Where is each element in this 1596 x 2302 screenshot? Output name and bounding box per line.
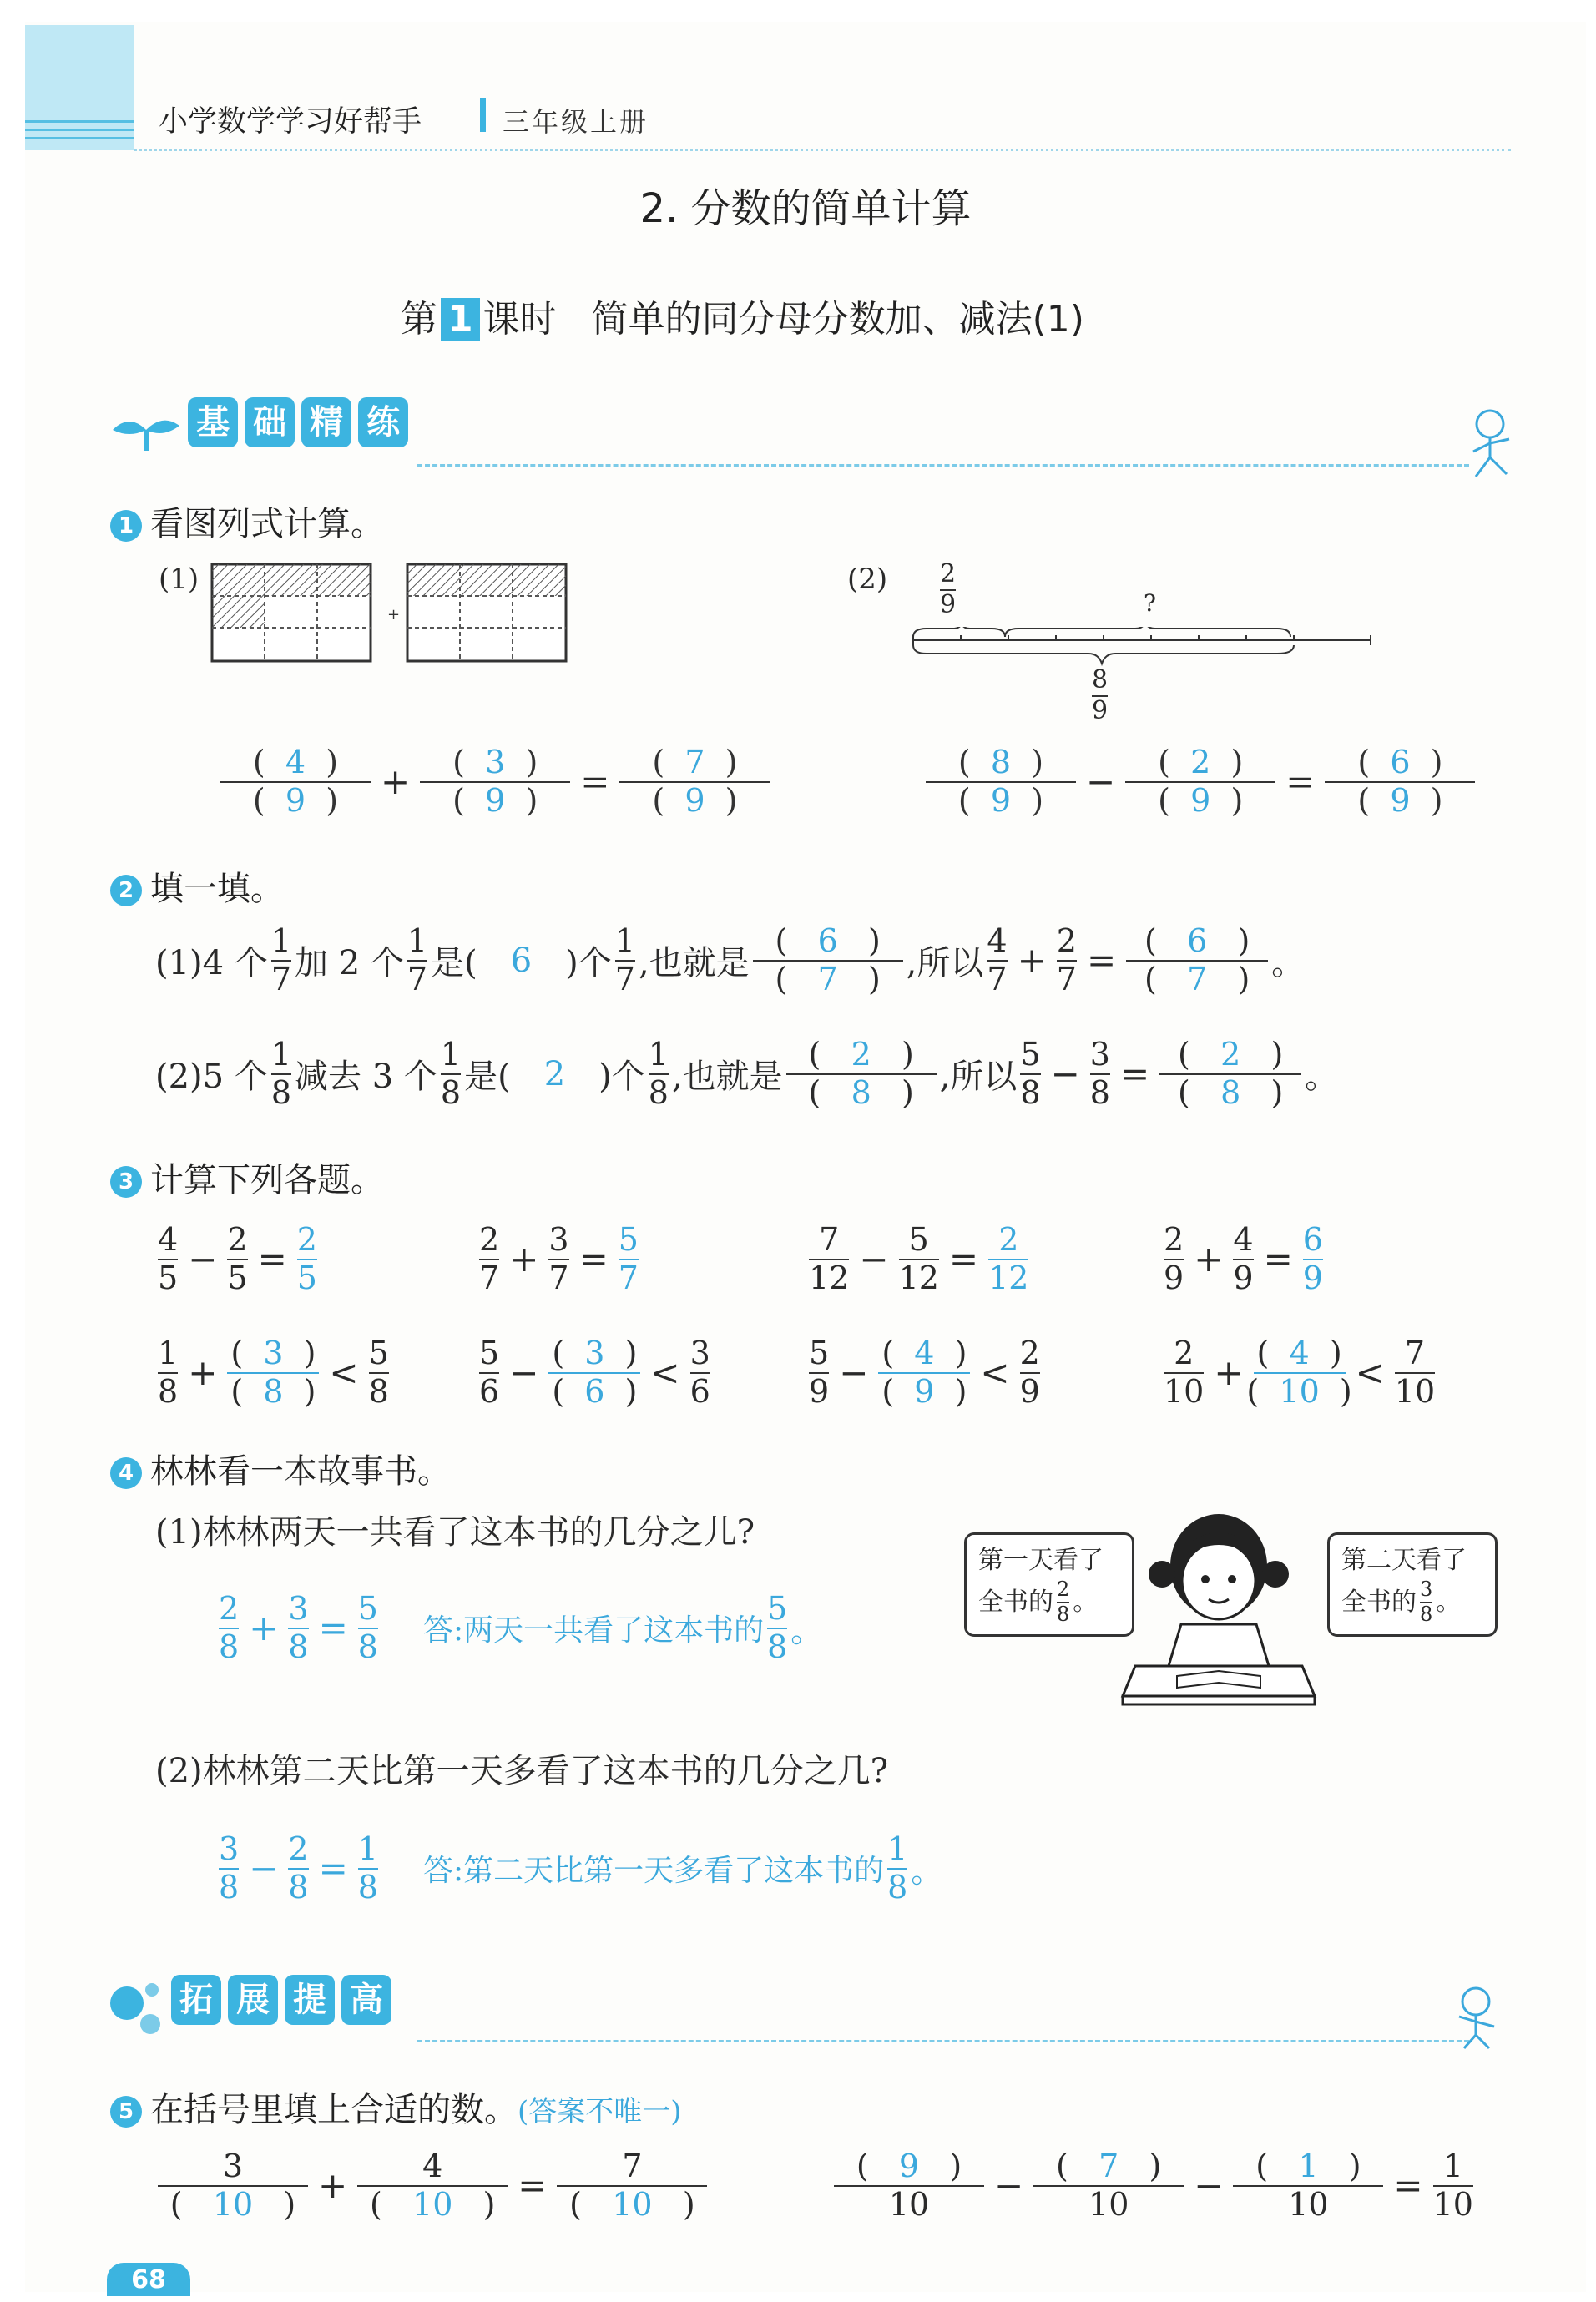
denominator: 8 [219, 1628, 240, 1665]
header-accent-block [25, 25, 134, 150]
denominator: 12 [988, 1259, 1029, 1296]
workbook-page [25, 22, 1586, 2292]
denominator: 8 [887, 1868, 908, 1906]
answer-numerator: 1 [1298, 2148, 1319, 2184]
q3-equation [476, 1335, 714, 1410]
text: 。 [790, 1613, 823, 1650]
q2-line-1: (1)4 个 $\frac{1}{7}$ 加 2 个 $\frac{1}{7}$ 是( 6 )个 $\frac{1}{7}$ ,也就是 $\frac{( 6 )}{( 7 )}$ ,所以 $\frac{4}{7}$ + $\frac{2}{7}$ = $\frac{( 6 )}{( 7 )}$ 。 [155, 922, 1306, 997]
text: 减去 3 个 [295, 1058, 437, 1097]
numerator: 5 [618, 1221, 639, 1258]
header-divider [480, 98, 486, 132]
q4-equation-1: $\frac{2}{8}$ + $\frac{3}{8}$ = $\frac{5}{8}$ 答:两天一共看了这本书的 $\frac{5}{8}$ 。 [219, 1590, 823, 1665]
numerator: 1 [158, 1335, 179, 1371]
fraction [619, 1222, 639, 1296]
running-kid-icon [1461, 406, 1519, 481]
numerator: 2 [227, 1221, 248, 1258]
section-char: 高 [341, 1975, 391, 2025]
lesson-title [401, 289, 1084, 342]
header-stripe [25, 120, 134, 123]
answer-denominator: 9 [990, 781, 1012, 819]
numerator: 2 [998, 1221, 1019, 1258]
segment-diagram [910, 627, 1377, 685]
bubbles-icon [109, 1978, 167, 2037]
numerator: 3 [222, 2148, 244, 2184]
denominator: 6 [479, 1372, 500, 1410]
question-number: 2 [110, 875, 142, 906]
thinking-kid-icon [1444, 1983, 1511, 2050]
denominator: 10 [1288, 2185, 1329, 2223]
numerator: 3 [288, 1590, 309, 1627]
fraction [899, 1222, 939, 1296]
text: 是( [464, 1058, 511, 1097]
q3-equation [154, 1335, 392, 1410]
question-number: 1 [110, 510, 142, 542]
denominator: 7 [618, 1259, 639, 1296]
part-2-label: (2) [847, 563, 888, 596]
numerator: 5 [809, 1335, 830, 1371]
answer-numerator: 8 [990, 744, 1012, 780]
answer-denominator: 9 [1190, 781, 1211, 819]
denominator: 8 [158, 1372, 179, 1410]
fraction: $\frac{( 4 )}{( 10 )}$ [1246, 1335, 1352, 1410]
grade-label: 三年级上册 [503, 106, 649, 138]
denominator: 8 [263, 1372, 284, 1410]
denominator: 7 [479, 1259, 500, 1296]
answer-denominator: 8 [1220, 1073, 1241, 1111]
numerator: 3 [219, 1830, 240, 1867]
question-title: 计算下列各题。 [150, 1161, 384, 1199]
answer-denominator: 7 [1187, 960, 1208, 997]
answer-numerator: 6 [1390, 744, 1411, 780]
denominator: 9 [1092, 695, 1109, 725]
segment-top-fraction [937, 560, 959, 619]
q3-equation [154, 1222, 321, 1296]
operator: < [650, 1352, 680, 1394]
denominator: 8 [1020, 1073, 1041, 1111]
answer: 2 [543, 1054, 566, 1093]
question-title: 填一填。 [150, 870, 284, 908]
section-char: 展 [228, 1975, 278, 2025]
answer-numerator: 6 [817, 922, 838, 959]
bubble-text: 第一天看了 [978, 1546, 1104, 1575]
numerator: 1 [270, 922, 292, 959]
numerator: 5 [479, 1335, 500, 1371]
fraction-grid-figure [210, 563, 603, 671]
girl-reading-illustration [1102, 1499, 1336, 1716]
numerator: 4 [158, 1221, 179, 1258]
svg-text:+: + [387, 606, 401, 623]
section-char: 练 [358, 397, 408, 447]
section-char: 础 [245, 397, 295, 447]
numerator: 2 [1164, 1221, 1184, 1258]
answer-denominator: 10 [412, 2185, 453, 2223]
operator: − [859, 1239, 889, 1280]
question-number: 5 [110, 2096, 142, 2128]
text: ,也就是 [638, 944, 750, 983]
answer-denominator: 10 [212, 2185, 254, 2223]
answer: 6 [510, 941, 533, 980]
fraction [809, 1335, 829, 1410]
denominator: 10 [1394, 1372, 1436, 1410]
bubble-text: 全书的 [978, 1587, 1053, 1617]
numerator: 5 [357, 1590, 378, 1627]
operator: + [509, 1239, 539, 1280]
fraction [1164, 1222, 1184, 1296]
answer-denominator: 8 [851, 1073, 871, 1111]
numerator: 1 [407, 922, 428, 959]
text: 。 [911, 1853, 943, 1891]
denominator: 8 [1089, 1073, 1110, 1111]
operator: = [1263, 1239, 1293, 1280]
numerator: 3 [689, 1335, 710, 1371]
q4-sub-1: (1)林林两天一共看了这本书的几分之儿? [155, 1513, 755, 1552]
denominator: 10 [1164, 1372, 1205, 1410]
question-note: (答案不唯一) [518, 2095, 682, 2128]
operator: = [257, 1239, 287, 1280]
q3-equation [476, 1222, 642, 1296]
fraction [1164, 1335, 1204, 1410]
numerator: 2 [940, 559, 957, 588]
section-char: 提 [285, 1975, 335, 2025]
question-4-header [110, 1445, 451, 1492]
denominator: 9 [914, 1372, 935, 1410]
denominator: 9 [1164, 1259, 1184, 1296]
q4-equation-2: $\frac{3}{8}$ − $\frac{2}{8}$ = $\frac{1}{8}$ 答:第二天比第一天多看了这本书的 $\frac{1}{8}$ 。 [219, 1830, 943, 1906]
text: 是( [431, 944, 477, 983]
fraction [369, 1335, 389, 1410]
text: ,所以 [906, 944, 984, 983]
numerator: 1 [357, 1830, 378, 1867]
text: 。 [1305, 1058, 1339, 1097]
book-title: 小学数学学习好帮手 [159, 105, 422, 139]
numerator: 3 [584, 1335, 605, 1371]
text: )个 [598, 1058, 645, 1097]
numerator: 1 [270, 1036, 292, 1073]
numerator: 6 [1302, 1221, 1323, 1258]
numerator: 1 [648, 1036, 669, 1073]
lesson-prefix: 第 [401, 298, 437, 341]
denominator: 10 [1279, 1372, 1320, 1410]
fraction [158, 1335, 178, 1410]
section-rule [417, 464, 1469, 467]
numerator: 4 [422, 2148, 443, 2184]
answer-numerator: 2 [851, 1036, 871, 1073]
denominator: 12 [809, 1259, 850, 1296]
question-title: 林林看一本故事书。 [150, 1452, 451, 1491]
numerator: 3 [263, 1335, 284, 1371]
denominator: 9 [1233, 1259, 1254, 1296]
question-title: 看图列式计算。 [150, 505, 384, 543]
numerator: 5 [767, 1590, 788, 1627]
question-5-header [110, 2083, 682, 2131]
lesson-name: 简单的同分母分数加、减法(1) [591, 298, 1084, 341]
text: (2)5 个 [155, 1058, 268, 1097]
denominator: 8 [368, 1372, 389, 1410]
fraction [1303, 1222, 1323, 1296]
numerator: 7 [819, 1221, 840, 1258]
q1-equation-2: $\frac{( 8 )}{( 9 )}$ − $\frac{( 2 )}{( 9 )}$ = $\frac{( 6 )}{( 9 )}$ [922, 745, 1478, 819]
fraction: $\frac{( 3 )}{( 8 )}$ [227, 1335, 319, 1410]
denominator: 7 [614, 960, 635, 997]
sprout-icon [109, 409, 184, 451]
denominator: 9 [940, 589, 957, 619]
denominator: 6 [584, 1372, 605, 1410]
numerator: 3 [1420, 1578, 1433, 1601]
numerator: 4 [1289, 1335, 1310, 1371]
denominator: 8 [1057, 1602, 1070, 1626]
numerator: 1 [887, 1830, 908, 1867]
numerator: 2 [288, 1830, 309, 1867]
section-extend-banner [109, 1975, 398, 2037]
fraction [1395, 1335, 1435, 1410]
numerator: 2 [1019, 1335, 1040, 1371]
numerator: 1 [614, 922, 635, 959]
answer-numerator: 2 [1190, 744, 1211, 780]
answer-denominator: 7 [817, 960, 838, 997]
denominator: 8 [357, 1868, 378, 1906]
numerator: 3 [1089, 1036, 1110, 1073]
denominator: 9 [1019, 1372, 1040, 1410]
denominator: 10 [1432, 2185, 1473, 2223]
operator: + [188, 1352, 218, 1394]
denominator: 9 [1302, 1259, 1323, 1296]
numerator: 8 [1092, 665, 1109, 694]
denominator: 8 [219, 1868, 240, 1906]
text: ,也就是 [671, 1058, 783, 1097]
denominator: 7 [987, 960, 1008, 997]
denominator: 7 [548, 1259, 569, 1296]
fraction [479, 1222, 499, 1296]
fraction [227, 1222, 247, 1296]
denominator: 8 [1420, 1602, 1433, 1626]
denominator: 8 [767, 1628, 788, 1665]
header-stripe [25, 137, 134, 139]
fraction: $\frac{( 3 )}{( 6 )}$ [548, 1335, 640, 1410]
denominator: 7 [1056, 960, 1077, 997]
numerator: 2 [219, 1590, 240, 1627]
denominator: 12 [898, 1259, 939, 1296]
denominator: 8 [270, 1073, 292, 1111]
text: 。 [1436, 1587, 1462, 1617]
numerator: 5 [908, 1221, 929, 1258]
fraction [988, 1222, 1028, 1296]
denominator: 8 [288, 1628, 309, 1665]
question-number: 4 [110, 1457, 142, 1489]
chapter-title: 2. 分数的简单计算 [639, 185, 972, 232]
q3-equation [1160, 1222, 1326, 1296]
fraction [690, 1335, 710, 1410]
numerator: 2 [1056, 922, 1077, 959]
question-2-header [110, 862, 284, 910]
numerator: 1 [440, 1036, 462, 1073]
header-stripe [25, 129, 134, 131]
numerator: 5 [368, 1335, 389, 1371]
numerator: 5 [1020, 1036, 1041, 1073]
answer-numerator: 3 [485, 744, 506, 780]
text: 加 2 个 [295, 944, 404, 983]
section-basic-banner [109, 397, 415, 451]
operator: < [980, 1352, 1010, 1394]
segment-total-fraction [1088, 666, 1111, 725]
fraction: $\frac{( 4 )}{( 9 )}$ [878, 1335, 970, 1410]
numerator: 4 [1233, 1221, 1254, 1258]
answer-numerator: 7 [1099, 2148, 1119, 2184]
answer-text: 答:两天一共看了这本书的 [422, 1613, 765, 1648]
denominator: 8 [648, 1073, 669, 1111]
question-1-header [110, 497, 384, 545]
denominator: 5 [296, 1259, 317, 1296]
question-number: 3 [110, 1166, 142, 1198]
text: (1)4 个 [155, 944, 268, 983]
answer-numerator: 2 [1220, 1036, 1241, 1073]
denominator: 10 [1088, 2185, 1129, 2223]
question-title: 在括号里填上合适的数。 [150, 2091, 518, 2129]
numerator: 2 [479, 1221, 500, 1258]
numerator: 2 [1174, 1335, 1194, 1371]
denominator: 6 [689, 1372, 710, 1410]
fraction [548, 1222, 568, 1296]
lesson-suffix: 课时 [482, 298, 557, 341]
operator: + [1194, 1239, 1224, 1280]
operator: + [1214, 1352, 1244, 1394]
denominator: 7 [270, 960, 292, 997]
operator: = [578, 1239, 609, 1280]
operator: < [1355, 1352, 1385, 1394]
fraction [1020, 1335, 1040, 1410]
lesson-number: 1 [441, 298, 480, 341]
q1-equation-1: $\frac{( 4 )}{( 9 )}$ + $\frac{( 3 )}{( 9 )}$ = $\frac{( 7 )}{( 9 )}$ [217, 745, 773, 819]
q4-sub-2: (2)林林第二天比第一天多看了这本书的几分之几? [155, 1752, 889, 1790]
operator: − [509, 1352, 539, 1394]
answer-denominator: 10 [612, 2185, 653, 2223]
answer-numerator: 7 [684, 744, 705, 780]
operator: = [948, 1239, 979, 1280]
page-number: 68 [131, 2265, 166, 2294]
answer-denominator: 9 [285, 781, 306, 819]
header-rule [134, 149, 1511, 151]
numerator: 2 [1057, 1578, 1070, 1601]
bubble-text: 全书的 [1341, 1587, 1417, 1617]
text: ,所以 [939, 1058, 1018, 1097]
numerator: 3 [548, 1221, 569, 1258]
fraction [809, 1222, 849, 1296]
denominator: 8 [288, 1868, 309, 1906]
fraction [158, 1222, 178, 1296]
section-rule [417, 2040, 1469, 2042]
denominator: 10 [888, 2185, 930, 2223]
answer-denominator: 9 [684, 781, 705, 819]
text: )个 [565, 944, 612, 983]
part-1-label: (1) [159, 563, 200, 596]
fraction [297, 1222, 317, 1296]
denominator: 5 [158, 1259, 179, 1296]
denominator: 5 [227, 1259, 248, 1296]
operator: < [329, 1352, 359, 1394]
denominator: 7 [407, 960, 428, 997]
section-char: 基 [188, 397, 238, 447]
q3-equation [806, 1222, 1032, 1296]
text: 。 [1073, 1587, 1099, 1617]
answer-text: 答:第二天比第一天多看了这本书的 [422, 1854, 885, 1889]
answer-denominator: 9 [485, 781, 506, 819]
bubble-text: 第二天看了 [1341, 1546, 1467, 1575]
numerator: 4 [987, 922, 1008, 959]
numerator: 2 [296, 1221, 317, 1258]
q5-equation-1: $\frac{3}{( 10 )}$ + $\frac{4}{( 10 )}$ = $\frac{7}{( 10 )}$ [154, 2148, 710, 2223]
denominator: 9 [809, 1372, 830, 1410]
segment-unknown: ? [1144, 589, 1157, 617]
q3-equation [1160, 1335, 1438, 1410]
operator: − [839, 1352, 869, 1394]
fraction [1233, 1222, 1253, 1296]
section-char: 精 [301, 397, 351, 447]
speech-bubble-right [1327, 1532, 1498, 1637]
denominator: 8 [357, 1628, 378, 1665]
answer-numerator: 6 [1187, 922, 1208, 959]
answer-denominator: 9 [1390, 781, 1411, 819]
q5-equation-2: $\frac{( 9 )}{10}$ − $\frac{( 7 )}{10}$ − $\frac{( 1 )}{10}$ = $\frac{1}{10}$ [831, 2148, 1477, 2223]
denominator: 8 [440, 1073, 462, 1111]
section-char: 拓 [171, 1975, 221, 2025]
numerator: 1 [1442, 2148, 1463, 2184]
fraction [479, 1335, 499, 1410]
question-3-header [110, 1154, 384, 1201]
answer-numerator: 9 [898, 2148, 920, 2184]
answer-numerator: 4 [285, 744, 306, 780]
text: 。 [1271, 944, 1306, 983]
operator: − [188, 1239, 218, 1280]
q3-equation [806, 1335, 1043, 1410]
numerator: 4 [914, 1335, 935, 1371]
numerator: 7 [1404, 1335, 1426, 1371]
numerator: 7 [622, 2148, 643, 2184]
q2-line-2: (2)5 个 $\frac{1}{8}$ 减去 3 个 $\frac{1}{8}$ 是( 2 )个 $\frac{1}{8}$ ,也就是 $\frac{( 2 )}{( 8 )}$ ,所以 $\frac{5}{8}$ − $\frac{3}{8}$ = $\frac{( 2 )}{( 8 )}$ 。 [155, 1036, 1339, 1111]
